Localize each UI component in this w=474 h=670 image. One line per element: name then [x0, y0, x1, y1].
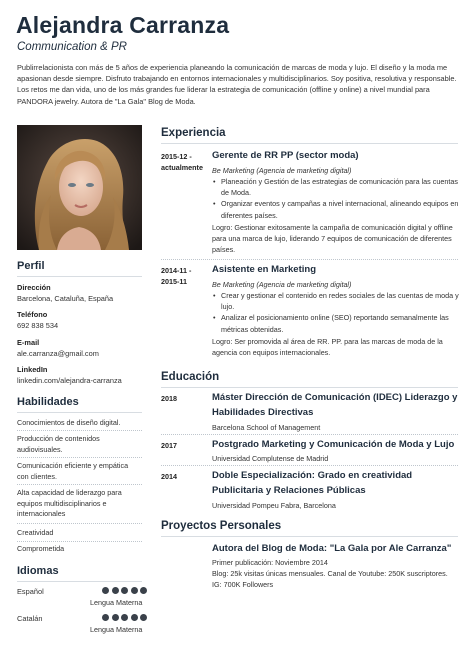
section-title-experience: Experiencia	[161, 127, 458, 144]
project-detail: IG: 700K Followers	[212, 580, 274, 589]
section-title-projects: Proyectos Personales	[161, 520, 458, 537]
experience-company: Be Marketing (Agencia de marketing digital)	[212, 166, 352, 175]
experience-bullets	[212, 290, 460, 335]
skill-item: Conocimientos de diseño digital.	[17, 418, 121, 427]
section-title-profile: Perfil	[17, 260, 142, 277]
rating-dot	[140, 587, 147, 594]
experience-achievement: Logro: Gestionar exitosamente la campaña de comunicación digital y offline para una marca de lujo, liderando 7 equipos de comunicación de diferentes países.	[212, 223, 453, 255]
education-divider	[161, 434, 458, 435]
language-rating	[102, 587, 147, 595]
section-title-languages: Idiomas	[17, 565, 142, 582]
skill-divider	[17, 430, 142, 431]
skill-item: Comunicación eficiente y empática con clientes.	[17, 461, 129, 481]
experience-date: 2014-11 - 2015-11	[161, 266, 192, 286]
rating-dot	[102, 587, 109, 594]
skill-divider	[17, 484, 142, 485]
skill-divider	[17, 541, 142, 542]
experience-position: Gerente de RR PP (sector moda)	[212, 150, 359, 161]
candidate-name: Alejandra Carranza	[16, 12, 230, 38]
address-label: Dirección	[17, 283, 51, 292]
experience-company: Be Marketing (Agencia de marketing digital)	[212, 280, 352, 289]
education-degree: Máster Dirección de Comunicación (IDEC) Liderazgo y Habilidades Directivas	[212, 392, 458, 418]
address-value: Barcelona, Cataluña, España	[17, 294, 114, 303]
email-label: E-mail	[17, 338, 40, 347]
skill-item: Alta capacidad de liderazgo para equipos multidisciplinarios e internacionales	[17, 488, 122, 519]
skill-item: Comprometida	[17, 544, 65, 553]
skill-item: Producción de contenidos audiovisuales.	[17, 434, 100, 454]
rating-dot	[131, 587, 138, 594]
skill-divider	[17, 523, 142, 524]
education-divider	[161, 465, 458, 466]
experience-bullet: • Organizar eventos y campañas a nivel internacional, alineando equipos en diferentes países.	[212, 198, 460, 220]
rating-dot	[112, 614, 119, 621]
profile-summary: Publirrelacionista con más de 5 años de experiencia planeando la comunicación de marcas de moda y lujo. El diseño y la moda me apasionan desde siempre. Disfruto trabajando en entornos internacionales y multidisciplinarios. Soy positiva, resolutiva y responsable. Los retos me dan vida, uno de los más grandes fue liderar la estrategia de comunicación (offline y online) a nivel mundial para PANDORA jewelry. Autora de "La Gala" Blog de Moda.	[17, 63, 457, 106]
project-detail: Blog: 25k visitas únicas mensuales. Canal de Youtube: 250K suscriptores.	[212, 569, 448, 578]
profile-photo	[17, 125, 142, 250]
education-school: Barcelona School of Management	[212, 423, 321, 432]
language-level: Lengua Materna	[90, 625, 143, 634]
phone-value: 692 838 534	[17, 321, 59, 330]
rating-dot	[112, 587, 119, 594]
language-level: Lengua Materna	[90, 598, 143, 607]
skill-item: Creatividad	[17, 528, 54, 537]
language-name: Catalán	[17, 614, 43, 623]
project-detail: Primer publicación: Noviembre 2014	[212, 558, 328, 567]
linkedin-label: LinkedIn	[17, 365, 48, 374]
education-year: 2018	[161, 394, 177, 403]
rating-dot	[131, 614, 138, 621]
education-school: Universidad Pompeu Fabra, Barcelona	[212, 501, 336, 510]
language-name: Español	[17, 587, 44, 596]
rating-dot	[121, 587, 128, 594]
project-name: Autora del Blog de Moda: "La Gala por Ale Carranza"	[212, 543, 452, 554]
section-title-skills: Habilidades	[17, 396, 142, 413]
education-year: 2017	[161, 441, 177, 450]
education-degree: Postgrado Marketing y Comunicación de Moda y Lujo	[212, 439, 455, 450]
rating-dot	[102, 614, 109, 621]
rating-dot	[121, 614, 128, 621]
education-degree: Doble Especialización: Grado en creatividad Publicitaria y Relaciones Públicas	[212, 470, 413, 496]
rating-dot	[140, 614, 147, 621]
experience-bullet: • Planeación y Gestión de las estrategias de comunicación para las cuentas de Moda.	[212, 176, 460, 198]
skill-divider	[17, 457, 142, 458]
experience-divider	[161, 259, 458, 260]
language-rating	[102, 614, 147, 622]
linkedin-value[interactable]: linkedin.com/alejandra-carranza	[17, 376, 122, 385]
candidate-role: Communication & PR	[17, 41, 127, 53]
email-value[interactable]: ale.carranza@gmail.com	[17, 349, 99, 358]
portrait-image	[17, 125, 142, 250]
experience-bullet: • Crear y gestionar el contenido en redes sociales de las cuentas de moda y lujo.	[212, 290, 460, 312]
section-title-education: Educación	[161, 371, 458, 388]
experience-position: Asistente en Marketing	[212, 264, 316, 275]
phone-label: Teléfono	[17, 310, 48, 319]
education-year: 2014	[161, 472, 177, 481]
experience-bullets	[212, 176, 460, 221]
education-school: Universidad Complutense de Madrid	[212, 454, 329, 463]
experience-bullet: • Analizar el posicionamiento online (SEO) reportando semanalmente las métricas obtenidas.	[212, 312, 460, 334]
experience-date: 2015-12 - actualmente	[161, 152, 203, 172]
experience-achievement: Logro: Ser promovida al área de RR. PP. para las marcas de moda de la agencia con equipos internacionales.	[212, 337, 443, 358]
